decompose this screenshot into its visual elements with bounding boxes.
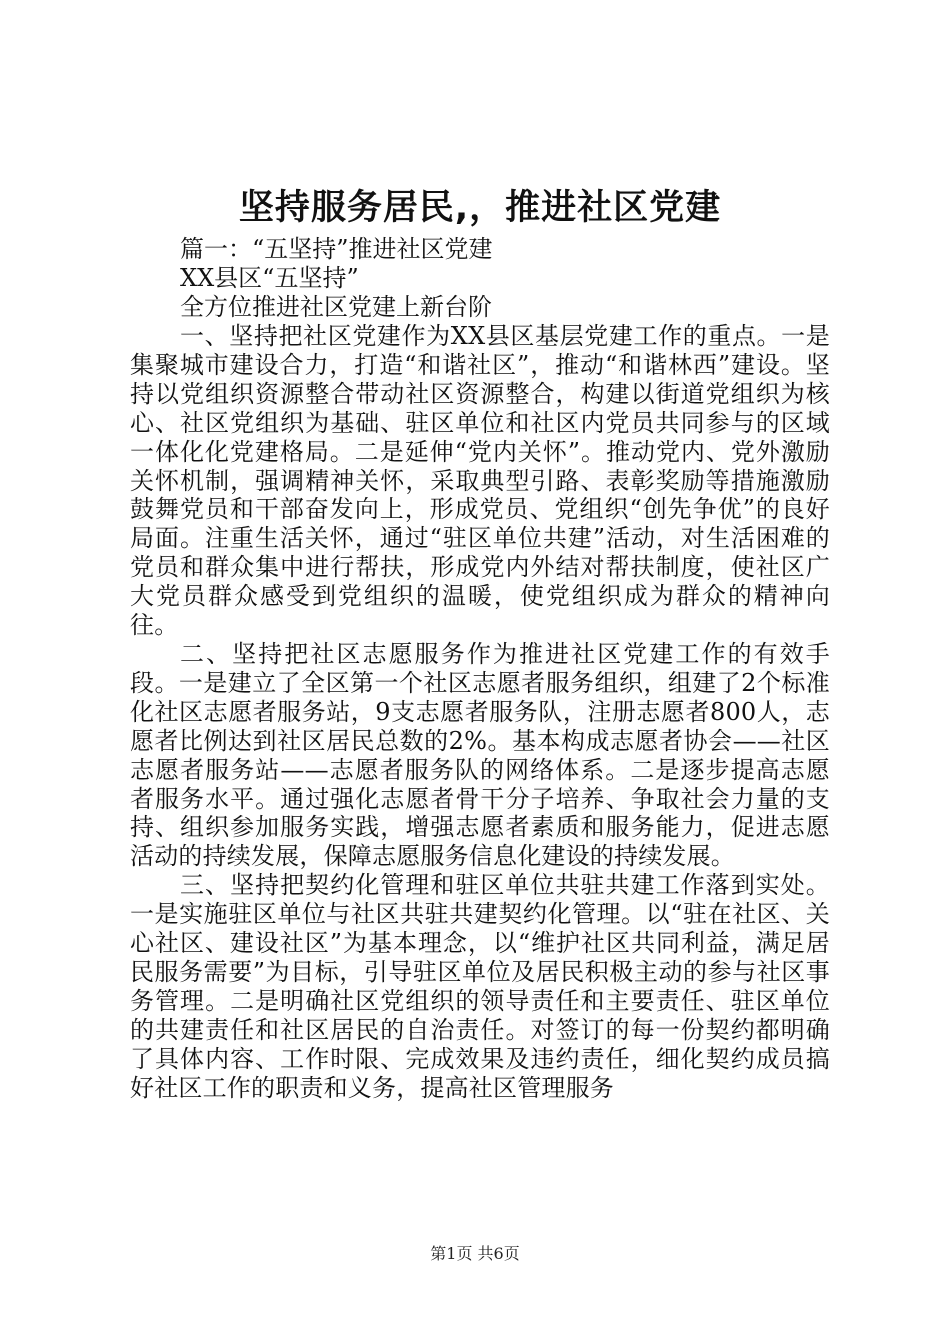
paragraph-1: 一、坚持把社区党建作为XX县区基层党建工作的重点。一是集聚城市建设合力，打造“和谐社区”，推动“和谐林西”建设。坚持以党组织资源整合带动社区资源整合，构建以街道党组织为核心、社区党组织为基础、驻区单位和社区内党员共同参与的区域一体化化党建格局。二是延伸“党内关怀”。推动党内、党外激励关怀机制，强调精神关怀，采取典型引路、表彰奖励等措施激励鼓舞党员和干部奋发向上，形成党员、党组织“创先争优”的良好局面。注重生活关怀，通过“驻区单位共建”活动，对生活困难的党员和群众集中进行帮扶，形成党内外结对帮扶制度，使社区广大党员群众感受到党组织的温暖，使党组织成为群众的精神向往。 [130,322,830,640]
page-footer [0,1244,950,1264]
paragraph-2: 二、坚持把社区志愿服务作为推进社区党建工作的有效手段。一是建立了全区第一个社区志愿者服务组织，组建了2个标准化社区志愿者服务站，9支志愿者服务队，注册志愿者800人，志愿者比例达到社区居民总数的2%。基本构成志愿者协会——社区志愿者服务站——志愿者服务队的网络体系。二是逐步提高志愿者服务水平。通过强化志愿者骨干分子培养、争取社会力量的支持、组织参加服务实践，增强志愿者素质和服务能力，促进志愿活动的持续发展，保障志愿服务信息化建设的持续发展。 [130,639,830,871]
document-page [130,185,830,1102]
page-number-label: 第1页 共6页 [430,1244,520,1263]
subheading-line-1: XX县区“五坚持” [180,264,359,292]
section-heading: 篇一：“五坚持”推进社区党建 [180,235,493,263]
paragraph-3: 三、坚持把契约化管理和驻区单位共驻共建工作落到实处。一是实施驻区单位与社区共驻共建契约化管理。以“驻在社区、关心社区、建设社区”为基本理念，以“维护社区共同利益，满足居民服务需要”为目标，引导驻区单位及居民积极主动的参与社区事务管理。二是明确社区党组织的领导责任和主要责任、驻区单位的共建责任和社区居民的自治责任。对签订的每一份契约都明确了具体内容、工作时限、完成效果及违约责任，细化契约成员搞好社区工作的职责和义务，提高社区管理服务 [130,871,830,1102]
subheading-line-2: 全方位推进社区党建上新台阶 [180,293,492,321]
document-title: 坚持服务居民,，推进社区党建 [238,188,722,228]
